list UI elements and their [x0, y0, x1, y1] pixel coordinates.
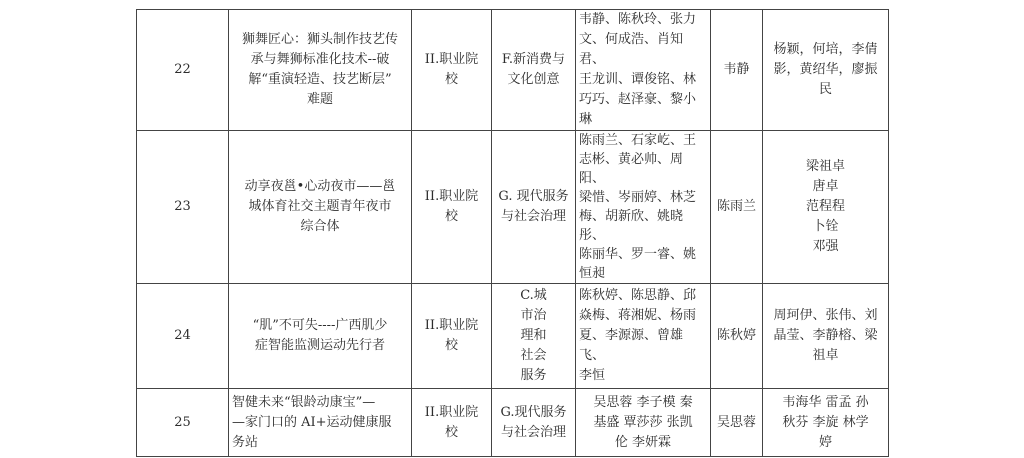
table-row: [137, 284, 889, 389]
project-title: 智健未来“银龄动康宝”— —家门口的 AI+运动健康服 务站: [229, 389, 412, 457]
team-members: 陈雨兰、石家屹、王 志彬、黄必帅、周阳、 梁惜、岑丽婷、林芝 梅、胡新欣、姚晓彤、 陈丽华、罗一睿、姚 恒昶: [576, 131, 711, 284]
group-category: II.职业院 校: [412, 389, 492, 457]
group-category: II.职业院 校: [412, 131, 492, 284]
advisors: 韦海华 雷孟 孙 秋芬 李旋 林学 婷: [763, 389, 889, 457]
team-leader: 韦静: [711, 10, 763, 131]
track-category: G.现代服务 与社会治理: [492, 389, 576, 457]
team-members: 韦静、陈秋玲、张力 文、何成浩、肖知君、 王龙训、谭俊铭、林 巧巧、赵泽豪、黎小 琳: [576, 10, 711, 131]
advisors: 梁祖卓 唐卓 范程程 卜铨 邓强: [763, 131, 889, 284]
track-category: G. 现代服务 与社会治理: [492, 131, 576, 284]
track-category: C.城 市治 理和 社会 服务: [492, 284, 576, 389]
team-members: 吴思蓉 李子模 秦 基盛 覃莎莎 张凯 伦 李妍霖: [576, 389, 711, 457]
project-title: “肌”不可失----广西肌少 症智能监测运动先行者: [229, 284, 412, 389]
row-number: 24: [137, 284, 229, 389]
team-leader: 陈雨兰: [711, 131, 763, 284]
table-row: [137, 131, 889, 284]
team-leader: 陈秋婷: [711, 284, 763, 389]
table-row: [137, 10, 889, 131]
row-number: 22: [137, 10, 229, 131]
group-category: II.职业院 校: [412, 10, 492, 131]
award-table-section: [136, 9, 889, 457]
team-members: 陈秋婷、陈思静、邱 焱梅、蒋湘妮、杨雨 夏、李源源、曾雄飞、 李恒: [576, 284, 711, 389]
row-number: 23: [137, 131, 229, 284]
advisors: 周珂伊、张伟、刘 晶莹、李静榕、梁 祖卓: [763, 284, 889, 389]
table-row: [137, 389, 889, 457]
project-title: 狮舞匠心：狮头制作技艺传 承与舞狮标准化技术--破 解“重演轻造、技艺断层” 难题: [229, 10, 412, 131]
team-leader: 吴思蓉: [711, 389, 763, 457]
award-table: [136, 9, 889, 457]
advisors: 杨颖，何培，李倩 影，黄绍华，廖振 民: [763, 10, 889, 131]
project-title: 动享夜邕•心动夜市——邕 城体育社交主题青年夜市 综合体: [229, 131, 412, 284]
row-number: 25: [137, 389, 229, 457]
group-category: II.职业院 校: [412, 284, 492, 389]
track-category: F.新消费与 文化创意: [492, 10, 576, 131]
